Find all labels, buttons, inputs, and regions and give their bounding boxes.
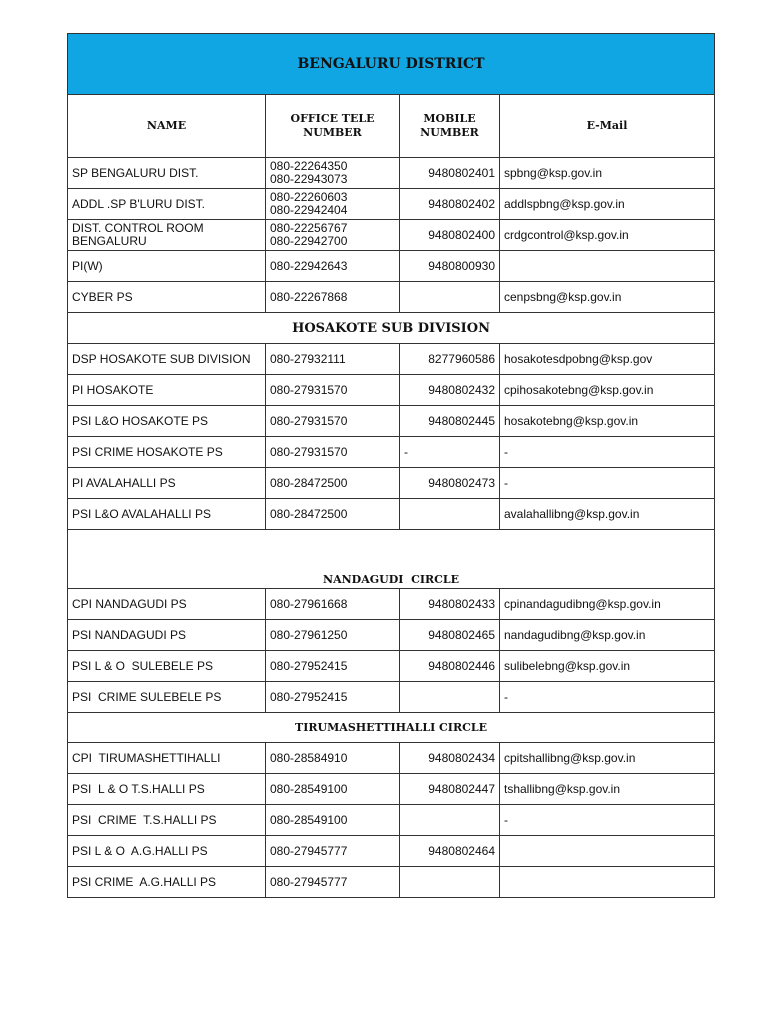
- mobile-cell: [400, 805, 500, 836]
- office-tel-cell: [266, 220, 400, 251]
- office-tel-cell: 080-28549100: [266, 805, 400, 836]
- header-mobile: [400, 95, 500, 158]
- section-row-hosakote: [68, 313, 715, 344]
- office-tel-cell: 080-28472500: [266, 499, 400, 530]
- header-office-tele-line2: NUMBER: [303, 126, 362, 139]
- mobile-cell: 9480802402: [400, 189, 500, 220]
- table-row: [68, 375, 715, 406]
- table-row: [68, 867, 715, 898]
- email-cell: [500, 867, 715, 898]
- name-cell: CPI NANDAGUDI PS: [68, 589, 266, 620]
- email-cell: cpitshallibng@ksp.gov.in: [500, 743, 715, 774]
- title-row: [68, 34, 715, 95]
- office-tel-cell: 080-27952415: [266, 682, 400, 713]
- office-tel-cell: 080-27961668: [266, 589, 400, 620]
- mobile-cell: 9480802434: [400, 743, 500, 774]
- table-row: [68, 620, 715, 651]
- mobile-cell: 9480802433: [400, 589, 500, 620]
- office-tel-cell: 080-27932111: [266, 344, 400, 375]
- office-tel-cell: 080-27931570: [266, 406, 400, 437]
- email-cell: addlspbng@ksp.gov.in: [500, 189, 715, 220]
- email-cell: [500, 251, 715, 282]
- office-tel-cell: 080-27952415: [266, 651, 400, 682]
- name-cell: PSI CRIME A.G.HALLI PS: [68, 867, 266, 898]
- table-row: [68, 682, 715, 713]
- office-tel-cell: 080-27945777: [266, 867, 400, 898]
- table-row: [68, 251, 715, 282]
- email-cell: nandagudibng@ksp.gov.in: [500, 620, 715, 651]
- header-name: NAME: [68, 95, 266, 158]
- email-cell: cpihosakotebng@ksp.gov.in: [500, 375, 715, 406]
- mobile-cell: 9480802401: [400, 158, 500, 189]
- mobile-cell: 9480802447: [400, 774, 500, 805]
- office-tel-1: 080-22264350: [270, 159, 348, 173]
- mobile-cell: [400, 867, 500, 898]
- office-tel-cell: 080-28584910: [266, 743, 400, 774]
- name-cell: PSI L & O A.G.HALLI PS: [68, 836, 266, 867]
- mobile-cell: [400, 499, 500, 530]
- mobile-cell: [400, 682, 500, 713]
- name-cell: PSI CRIME T.S.HALLI PS: [68, 805, 266, 836]
- email-cell: hosakotebng@ksp.gov.in: [500, 406, 715, 437]
- office-tel-cell: 080-27931570: [266, 437, 400, 468]
- email-cell: -: [500, 468, 715, 499]
- email-cell: crdgcontrol@ksp.gov.in: [500, 220, 715, 251]
- header-email: E-Mail: [500, 95, 715, 158]
- mobile-cell: [400, 282, 500, 313]
- name-cell: PSI L & O SULEBELE PS: [68, 651, 266, 682]
- table-row: [68, 437, 715, 468]
- office-tel-2: 080-22942700: [270, 234, 348, 248]
- office-tel-cell: [266, 189, 400, 220]
- table-row: [68, 805, 715, 836]
- email-cell: tshallibng@ksp.gov.in: [500, 774, 715, 805]
- office-tel-2: 080-22943073: [270, 172, 348, 186]
- name-cell: CYBER PS: [68, 282, 266, 313]
- name-cell: PI AVALAHALLI PS: [68, 468, 266, 499]
- page-title: BENGALURU DISTRICT: [68, 34, 715, 95]
- email-cell: cpinandagudibng@ksp.gov.in: [500, 589, 715, 620]
- name-cell: ADDL .SP B'LURU DIST.: [68, 189, 266, 220]
- name-cell: DSP HOSAKOTE SUB DIVISION: [68, 344, 266, 375]
- section-title: NANDAGUDI CIRCLE: [68, 530, 715, 589]
- header-mobile-line1: MOBILE: [423, 112, 476, 125]
- mobile-cell: 9480802445: [400, 406, 500, 437]
- header-row: [68, 95, 715, 158]
- email-cell: avalahallibng@ksp.gov.in: [500, 499, 715, 530]
- name-cell: PSI CRIME SULEBELE PS: [68, 682, 266, 713]
- name-cell: DIST. CONTROL ROOM BENGALURU: [68, 220, 266, 251]
- table-row: [68, 406, 715, 437]
- table-row: [68, 220, 715, 251]
- header-office-tele: [266, 95, 400, 158]
- mobile-cell: 9480802465: [400, 620, 500, 651]
- name-cell: PSI L&O HOSAKOTE PS: [68, 406, 266, 437]
- section-row-tirumashettihalli: [68, 713, 715, 743]
- mobile-cell: -: [400, 437, 500, 468]
- name-cell: SP BENGALURU DIST.: [68, 158, 266, 189]
- office-tel-cell: 080-22942643: [266, 251, 400, 282]
- table-row: [68, 589, 715, 620]
- email-cell: -: [500, 682, 715, 713]
- email-cell: sulibelebng@ksp.gov.in: [500, 651, 715, 682]
- table-row: [68, 836, 715, 867]
- table-row: [68, 774, 715, 805]
- table-row: [68, 189, 715, 220]
- mobile-cell: 9480802473: [400, 468, 500, 499]
- email-cell: cenpsbng@ksp.gov.in: [500, 282, 715, 313]
- header-office-tele-line1: OFFICE TELE: [290, 112, 375, 125]
- mobile-cell: 9480802464: [400, 836, 500, 867]
- table-row: [68, 282, 715, 313]
- section-row-nandagudi: [68, 530, 715, 589]
- table-row: [68, 468, 715, 499]
- email-cell: [500, 836, 715, 867]
- office-tel-cell: 080-22267868: [266, 282, 400, 313]
- email-cell: -: [500, 437, 715, 468]
- email-cell: spbng@ksp.gov.in: [500, 158, 715, 189]
- name-cell: PSI NANDAGUDI PS: [68, 620, 266, 651]
- contact-table: [67, 33, 715, 898]
- office-tel-cell: 080-27945777: [266, 836, 400, 867]
- office-tel-1: 080-22260603: [270, 190, 348, 204]
- email-cell: -: [500, 805, 715, 836]
- mobile-cell: 9480802446: [400, 651, 500, 682]
- office-tel-cell: 080-28472500: [266, 468, 400, 499]
- name-cell: PI(W): [68, 251, 266, 282]
- table-row: [68, 743, 715, 774]
- office-tel-cell: [266, 158, 400, 189]
- header-mobile-line2: NUMBER: [420, 126, 479, 139]
- name-cell: CPI TIRUMASHETTIHALLI: [68, 743, 266, 774]
- name-cell: PI HOSAKOTE: [68, 375, 266, 406]
- name-cell: PSI L&O AVALAHALLI PS: [68, 499, 266, 530]
- table-row: [68, 651, 715, 682]
- office-tel-cell: 080-28549100: [266, 774, 400, 805]
- name-cell: PSI L & O T.S.HALLI PS: [68, 774, 266, 805]
- mobile-cell: 9480802400: [400, 220, 500, 251]
- mobile-cell: 9480800930: [400, 251, 500, 282]
- section-title: TIRUMASHETTIHALLI CIRCLE: [68, 713, 715, 743]
- office-tel-1: 080-22256767: [270, 221, 348, 235]
- section-title: HOSAKOTE SUB DIVISION: [68, 313, 715, 344]
- table-row: [68, 344, 715, 375]
- mobile-cell: 8277960586: [400, 344, 500, 375]
- table-row: [68, 499, 715, 530]
- office-tel-2: 080-22942404: [270, 203, 348, 217]
- table-row: [68, 158, 715, 189]
- mobile-cell: 9480802432: [400, 375, 500, 406]
- office-tel-cell: 080-27931570: [266, 375, 400, 406]
- office-tel-cell: 080-27961250: [266, 620, 400, 651]
- name-cell: PSI CRIME HOSAKOTE PS: [68, 437, 266, 468]
- email-cell: hosakotesdpobng@ksp.gov: [500, 344, 715, 375]
